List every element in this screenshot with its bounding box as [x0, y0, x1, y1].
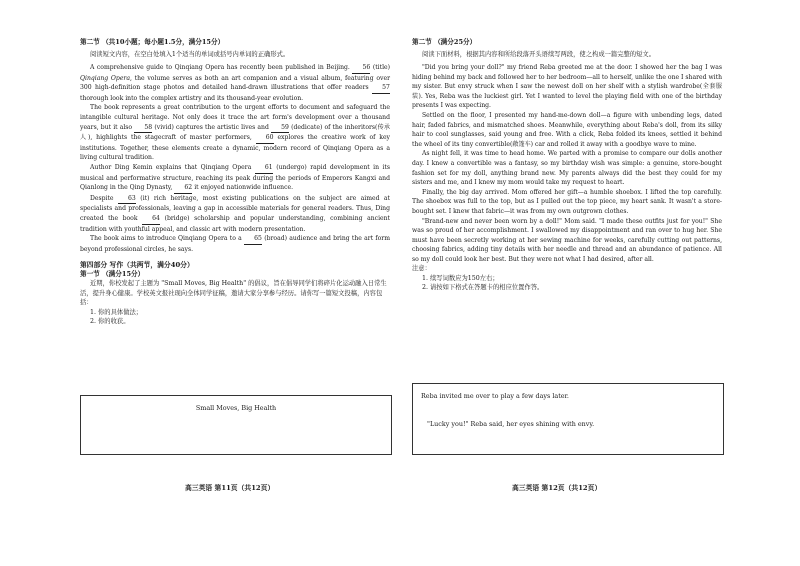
writing-item-1: 1. 你的具体做法； — [90, 308, 143, 316]
section-2-instruction: 阅读短文内容，在空白处填入1个适当的单词或括号内单词的正确形式。 — [90, 51, 290, 58]
passage-paragraph-4: Despite 63 (it) rich heritage, most existing publications on the subject are aimed at specialists and professionals, leaving a gap in accessible materials for general readers. Thus, Ding created the book 64 (bridge) scholarship and popular understanding, combining ancient tradition with youthful appeal, and classic art with modern presentation. — [80, 194, 390, 233]
section-2-title: 第二节 （共10小题；每小题1.5分，满分15分） — [80, 38, 225, 46]
note-item-1: 1. 续写词数应为150左右； — [422, 274, 499, 282]
blank-58[interactable]: 58 — [134, 123, 152, 134]
part-4-title: 第四部分 写作（共两节，满分40分） — [80, 261, 194, 270]
blank-61[interactable]: 61 — [255, 163, 273, 174]
continuation-section-title: 第二节 （满分25分） — [412, 38, 477, 46]
blank-56[interactable]: 56 — [352, 63, 370, 74]
story-paragraph-1: "Did you bring your doll?" my friend Reba greeted me at the door. I showed her the bag I was hiding behind my back and followed her to her bedroom—all to herself, unlike the one I shared with my sister. But envy struck when I saw the newest doll on her shelf with a stylish wardrobe(全套服装). Yes, Reba was the luckiest girl. Yet I wanted to level the playing field with one of the birthday presents I was expecting. — [412, 64, 722, 110]
continuation-opening-2: "Lucky you!" Reba said, her eyes shining with envy. — [427, 420, 595, 428]
note-item-2: 2. 请按如下格式在答题卡的相应位置作答。 — [422, 284, 544, 292]
continuation-opening-1: Reba invited me over to play a few days later. — [421, 392, 569, 400]
blank-60[interactable]: 60 — [256, 133, 274, 144]
blank-63[interactable]: 63 — [118, 194, 136, 205]
story-paragraph-4: Finally, the big day arrived. Mom offered her gift—a humble shoebox. I lifted the top carefully. The shoebox was full to the top, but as I pulled out the top piece, my heart sank. It wasn't a store-bought set. I knew that fabric—it was from my own outgrown clothes. — [412, 188, 722, 215]
blank-59[interactable]: 59 — [271, 123, 289, 134]
notes-title: 注意： — [412, 265, 431, 273]
writing-prompt: 近期，你校发起了主题为 "Small Moves, Big Health" 的倡议，旨在倡导同学们将碎片化运动融入日常生活，提升身心健康。学校英文报社现向全体同学征稿，邀请大家分享参与经历。请你写一篇短文投稿，内容包括： — [80, 280, 387, 307]
blank-64[interactable]: 64 — [142, 214, 160, 225]
blank-62[interactable]: 62 — [174, 183, 192, 194]
left-column — [80, 38, 390, 327]
page-footer-11: 高三英语 第11页（共12页） — [185, 484, 275, 492]
page-footer-12: 高三英语 第12页（共12页） — [512, 484, 602, 492]
story-paragraph-3: As night fell, it was time to head home. We parted with a promise to compare our dolls another day. I knew a convertible was a fantasy, so my birthday wish was simple: a genuine, store-bought fashion set for my doll, anything brand new. My parents always did the best they could for my sisters and me, and I knew my mom would take my request to heart. — [412, 150, 722, 187]
passage-paragraph-2: The book represents a great contribution to the urgent efforts to document and safeguard the intangible cultural heritage. Not only does it trace the art form's development over a thousand years, but it also 58 (vivid) captures the artistic lives and 59 (dedicate) of the inheritors(传承人), highlights the stagecraft of master performers, 60 explores the creative work of key institutions. Together, these elements create a dynamic, modern record of Qinqiang Opera as a living cultural tradition. — [80, 104, 391, 162]
blank-57[interactable]: 57 — [372, 83, 390, 94]
story-paragraph-2: Settled on the floor, I presented my hand-me-down doll—a figure with unbending legs, dated hair, faded fabrics, and mismatched shoes. Meanwhile, everything about Reba's doll, from its silky hair to cool sunglasses, said young and free. With a click, Reba folded its knees, settled it behind the wheel of its tiny convertible(敞篷车) car and rolled it away with a goodbye wave to mine. — [412, 111, 722, 148]
passage-paragraph-1: A comprehensive guide to Qinqiang Opera has recently been published in Beijing. 56 (title) Qinqiang Opera, the volume serves as both an art companion and a visual album, featuring over 300 high-definition stage photos and detailed hand-drawn illustrations that offer readers 57 thorough look into the complex artistry and its thousand-year evolution. — [80, 64, 390, 102]
passage-paragraph-3: Author Ding Kemin explains that Qinqiang Opera 61 (undergo) rapid development in its musical and performative structure, reaching its peak during the periods of Emperors Kangxi and Qianlong in the Qing Dynasty, 62 it enjoyed nationwide influence. — [80, 163, 390, 194]
writing-section-1-title: 第一节 （满分15分） — [80, 270, 145, 279]
answer-box-title: Small Moves, Big Health — [195, 404, 277, 412]
right-column — [412, 38, 722, 293]
blank-65[interactable]: 65 — [244, 234, 262, 245]
writing-item-2: 2. 你的收获。 — [90, 318, 130, 326]
story-paragraph-5: "Brand-new and never been worn by a doll!" Mom said. "I made these outfits just for you!" She was so proud of her accomplishment. I swallowed my disappointment and ran over to hug her. She must have been secretly working at her sewing machine for weeks, carefully cutting out patterns, choosing fabrics, adding tiny details with her needle and thread and an abundance of patience. All so my doll could look her best. But they were not what I had desired, after all. — [412, 217, 722, 263]
writing-answer-box[interactable] — [80, 395, 392, 455]
continuation-answer-box[interactable] — [412, 383, 724, 455]
passage-paragraph-5: The book aims to introduce Qinqiang Opera to a 65 (broad) audience and bring the art form beyond professional circles, he says. — [80, 235, 390, 253]
continuation-instruction: 阅读下面材料，根据其内容和所给段落开头语续写两段，使之构成一篇完整的短文。 — [422, 51, 655, 58]
